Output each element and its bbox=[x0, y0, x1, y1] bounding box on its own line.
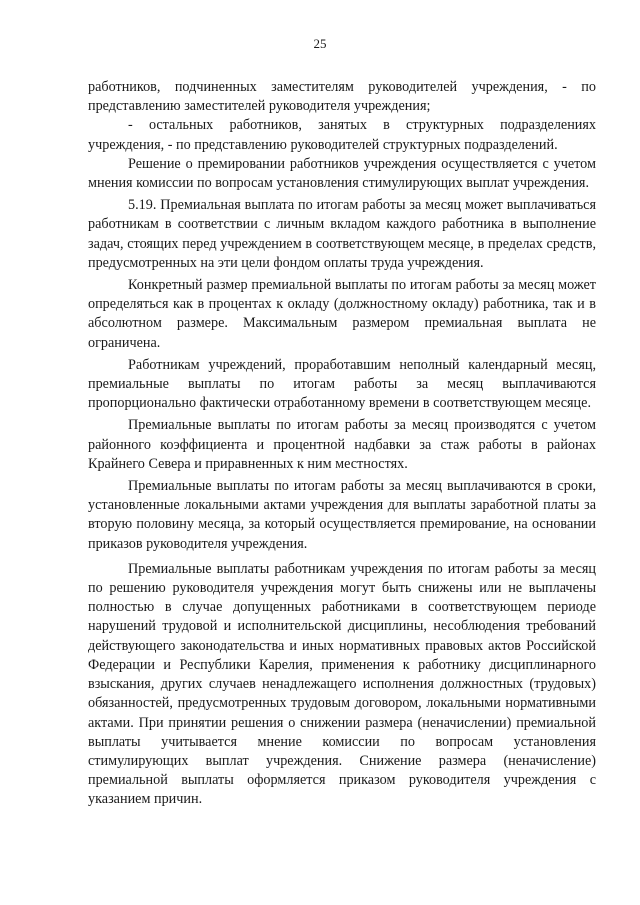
paragraph-bonus-decision: Решение о премировании работников учреждения осуществляется с учетом мнения комиссии по вопросам установления стимулирующих выплат учреждения. bbox=[88, 155, 596, 192]
paragraph-other-staff: - остальных работников, занятых в структурных подразделениях учреждения, - по представлению руководителей структурных подразделений. bbox=[88, 117, 596, 153]
paragraph-payment-terms: Премиальные выплаты по итогам работы за месяц выплачиваются в сроки, установленные локальными актами учреждения для выплаты заработной платы за вторую половину месяца, за который осуществляется премирование, на основании приказов руководителя учреждения. bbox=[88, 478, 596, 552]
paragraph-deputy-staff: работников, подчиненных заместителям руководителей учреждения, - по представлению заместителей руководителя учреждения; bbox=[88, 79, 596, 115]
paragraph-bonus-amount: Конкретный размер премиальной выплаты по итогам работы за месяц может определяться как в процентах к окладу (должностному окладу) работника, так и в абсолютном размере. Максимальным размером премиальная выплата не ограничена. bbox=[88, 277, 596, 351]
paragraph-bonus-reduction: Премиальные выплаты работникам учреждения по итогам работы за месяц по решению руководителя учреждения могут быть снижены или не выплачены полностью в случае допущенных работниками в соответствующем периоде нарушений трудовой и исполнительской дисциплины, несоблюдения требований действующего законодательства и иных нормативных правовых актов Российской Федерации и Республики Карелия, применения к работнику дисциплинарного взыскания, других случаев ненадлежащего исполнения должностных (трудовых) обязанностей, предусмотренных трудовым договором, локальными нормативными актами. При принятии решения о снижении размера (неначислении) премиальной выплаты учитывается мнение комиссии по вопросам установления стимулирующих выплат учреждения. Снижение размера (неначисление) премиальной выплаты оформляется приказом руководителя учреждения с указанием причин. bbox=[88, 560, 596, 808]
page-number: 25 bbox=[313, 36, 327, 51]
document-body bbox=[88, 78, 596, 810]
paragraph-partial-month: Работникам учреждений, проработавшим неполный календарный месяц, премиальные выплаты по итогам работы за месяц выплачиваются пропорционально фактически отработанному времени в соответствующем месяце. bbox=[88, 356, 596, 412]
paragraph-section-5-19: 5.19. Премиальная выплата по итогам работы за месяц может выплачиваться работникам в соответствии с личным вкладом каждого работника в выполнение задач, стоящих перед учреждением в соответствующем месяце, в пределах средств, предусмотренных на эти цели фондом оплаты труда учреждения. bbox=[88, 197, 596, 271]
paragraph-regional-coefficient: Премиальные выплаты по итогам работы за месяц производятся с учетом районного коэффициента и процентной надбавки за стаж работы в районах Крайнего Севера и приравненных к ним местностях. bbox=[88, 417, 596, 472]
